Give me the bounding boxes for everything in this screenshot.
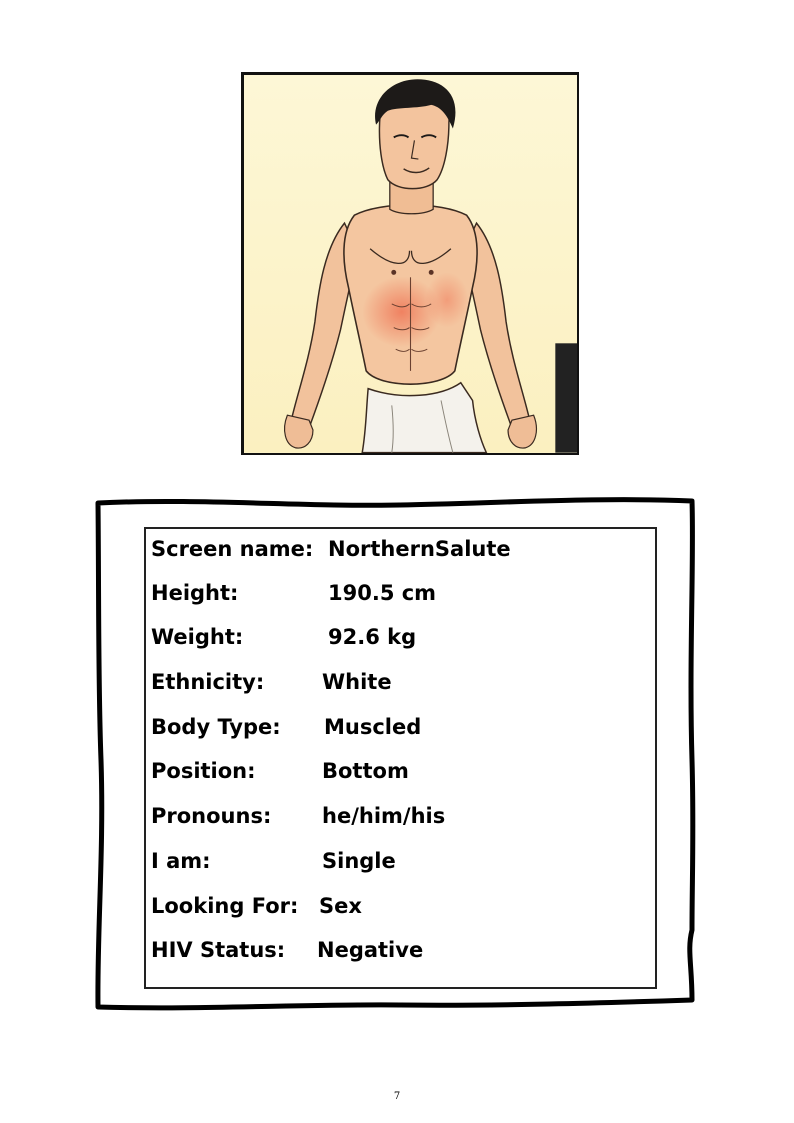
row-value: White bbox=[322, 670, 392, 694]
row-value: Negative bbox=[317, 938, 424, 962]
row-value: 190.5 cm bbox=[328, 581, 437, 605]
row-value: 92.6 kg bbox=[328, 625, 417, 649]
profile-portrait bbox=[241, 72, 579, 455]
row-label: Position: bbox=[151, 759, 256, 783]
portrait-illustration bbox=[244, 75, 577, 453]
row-label: Body Type: bbox=[151, 715, 281, 739]
row-label: Height: bbox=[151, 581, 239, 605]
row-value: he/him/his bbox=[322, 804, 446, 828]
row-value: Single bbox=[322, 849, 396, 873]
row-label: Ethnicity: bbox=[151, 670, 265, 694]
row-label: HIV Status: bbox=[151, 938, 286, 962]
right-hand bbox=[508, 415, 536, 448]
row-value: NorthernSalute bbox=[328, 537, 511, 561]
profile-details bbox=[144, 527, 657, 989]
row-label: Screen name: bbox=[151, 537, 314, 561]
background-object bbox=[555, 343, 577, 452]
row-value: Sex bbox=[319, 894, 362, 918]
page-number: 7 bbox=[393, 1091, 401, 1102]
row-value: Bottom bbox=[322, 759, 409, 783]
row-label: Weight: bbox=[151, 625, 244, 649]
row-label: Pronouns: bbox=[151, 804, 272, 828]
row-value: Muscled bbox=[324, 715, 422, 739]
row-label: Looking For: bbox=[151, 894, 299, 918]
left-hand bbox=[285, 415, 313, 448]
row-label: I am: bbox=[151, 849, 211, 873]
